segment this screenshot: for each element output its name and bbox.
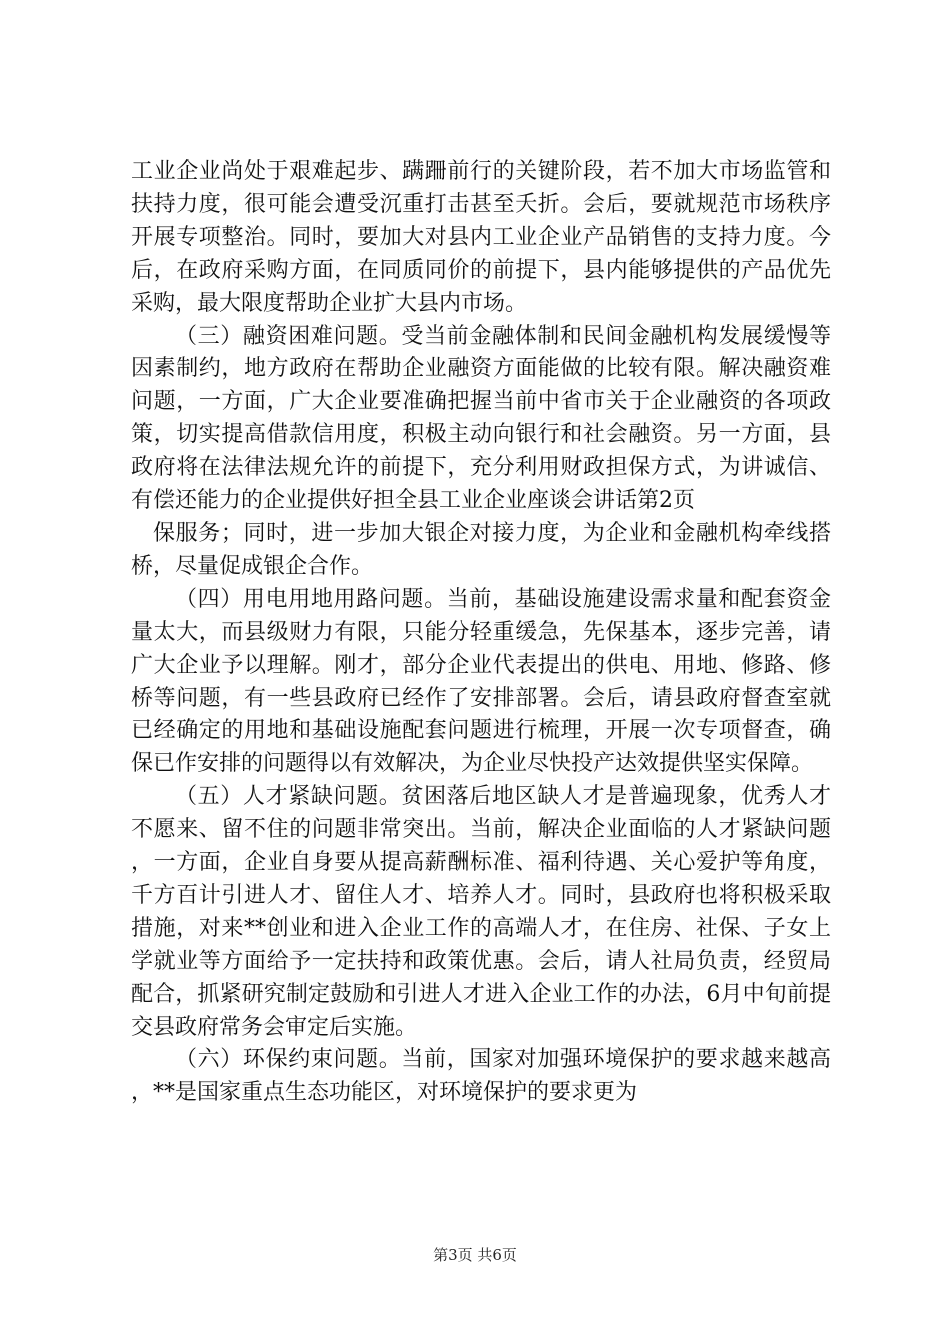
- paragraph-guarantee-service: 保服务；同时，进一步加大银企对接力度，为企业和金融机构牵线搭桥，尽量促成银企合作。: [131, 520, 831, 579]
- paragraph-talent-shortage: （五）人才紧缺问题。贫困落后地区缺人才是普遍现象，优秀人才不愿来、留不住的问题非常突出。当前，解决企业面临的人才紧缺问题，一方面，企业自身要从提高薪酬标准、福利待遇、关心爱护等角度，千方百计引进人才、留住人才、培养人才。同时，县政府也将积极采取措施，对来**创业和进入企业工作的高端人才，在住房、社保、子女上学就业等方面给予一定扶持和政策优惠。会后，请人社局负责，经贸局配合，抓紧研究制定鼓励和引进人才进入企业工作的办法，6月中旬前提交县政府常务会审定后实施。: [131, 784, 831, 1040]
- paragraph-financing: （三）融资困难问题。受当前金融体制和民间金融机构发展缓慢等因素制约，地方政府在帮助企业融资方面能做的比较有限。解决融资难问题，一方面，广大企业要准确把握当前中省市关于企业融资的各项政策，切实提高借款信用度，积极主动向银行和社会融资。另一方面，县政府将在法律法规允许的前提下，充分利用财政担保方式，为讲诚信、有偿还能力的企业提供好担全县工业企业座谈会讲话第2页: [131, 323, 831, 514]
- paragraph-market-support: 工业企业尚处于艰难起步、蹒跚前行的关键阶段，若不加大市场监管和扶持力度，很可能会遭受沉重打击甚至夭折。会后，要就规范市场秩序开展专项整治。同时，要加大对县内工业企业产品销售的支持力度。今后，在政府采购方面，在同质同价的前提下，县内能够提供的产品优先采购，最大限度帮助企业扩大县内市场。: [131, 159, 831, 316]
- document-body: [131, 156, 831, 1110]
- paragraph-environmental: （六）环保约束问题。当前，国家对加强环境保护的要求越来越高，**是国家重点生态功能区，对环境保护的要求更为: [131, 1047, 831, 1106]
- paragraph-power-land-road: （四）用电用地用路问题。当前，基础设施建设需求量和配套资金量太大，而县级财力有限，只能分轻重缓急，先保基本，逐步完善，请广大企业予以理解。刚才，部分企业代表提出的供电、用地、修路、修桥等问题，有一些县政府已经作了安排部署。会后，请县政府督查室就已经确定的用地和基础设施配套问题进行梳理，开展一次专项督查，确保已作安排的问题得以有效解决，为企业尽快投产达效提供坚实保障。: [131, 586, 831, 777]
- page-number-footer: 第3页 共6页: [433, 1246, 517, 1264]
